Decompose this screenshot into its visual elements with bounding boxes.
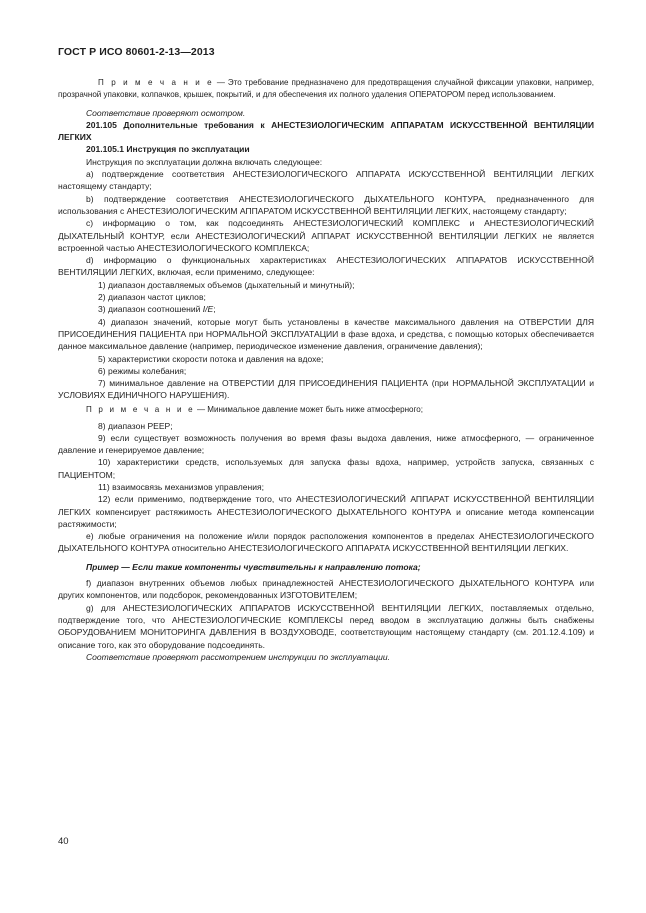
note-2 (58, 404, 594, 416)
list-item-g: g) для АНЕСТЕЗИОЛОГИЧЕСКИХ АППАРАТОВ ИСКУССТВЕННОЙ ВЕНТИЛЯЦИИ ЛЕГКИХ, поставляемых отдельно, подтверждение того, что АНЕСТЕЗИОЛОГИЧЕСКИЕ КОМПЛЕКСЫ перед вводом в эксплуатацию должны быть снабжены ОБОРУДОВАНИЕМ МОНИТОРИНГА ДАВЛЕНИЯ В ВОЗДУХОВОДЕ, соответствующим настоящему стандарту (см. 201.12.4.109) и описание того, как это оборудование подсоединять. (58, 602, 594, 650)
sub-item-7: 7) минимальное давление на ОТВЕРСТИИ ДЛЯ ПРИСОЕДИНЕНИЯ ПАЦИЕНТА (при НОРМАЛЬНОЙ ЭКСПЛУАТАЦИИ и УСЛОВИЯХ ЕДИНИЧНОГО НАРУШЕНИЯ). (58, 378, 594, 401)
sub-item-1: 1) диапазон доставляемых объемов (дыхательный и минутный); (98, 279, 355, 290)
section-heading-201-105: 201.105 Дополнительные требования к АНЕСТЕЗИОЛОГИЧЕСКИМ АППАРАТАМ ИСКУССТВЕННОЙ ВЕНТИЛЯЦИИ ЛЕГКИХ (58, 119, 594, 143)
sub-item-3 (58, 303, 594, 315)
sub-item-12: 12) если применимо, подтверждение того, что АНЕСТЕЗИОЛОГИЧЕСКИЙ АППАРАТ ИСКУССТВЕННОЙ ВЕНТИЛЯЦИИ ЛЕГКИХ компенсирует растяжимость АНЕСТЕЗИОЛОГИЧЕСКОГО ДЫХАТЕЛЬНОГО КОНТУРА и описание метода компенсации растяжимости; (58, 494, 594, 529)
sub-item-11: 11) взаимосвязь механизмов управления; (98, 482, 265, 492)
note-label: П р и м е ч а н и е (86, 404, 195, 414)
note-1 (58, 77, 594, 101)
list-item-b: b) подтверждение соответствия АНЕСТЕЗИОЛОГИЧЕСКОГО ДЫХАТЕЛЬНОГО КОНТУРА, предназначенного для использования с АНЕСТЕЗИОЛОГИЧЕСКИМ АППАРАТОМ ИСКУССТВЕННОЙ ВЕНТИЛЯЦИИ ЛЕГКИХ, настоящему стандарту; (58, 193, 594, 216)
sub-item-9: 9) если существует возможность получения во время фазы выдоха давления, ниже атмосферного, — ограниченное давление и генерируемое давление; (58, 432, 594, 456)
sub-item-3-text: 3) диапазон соотношений (98, 304, 201, 315)
note-label: П р и м е ч а н и е (98, 78, 214, 87)
example-note: Пример — Если такие компоненты чувствительны к направлению потока; (86, 561, 421, 572)
document-header: ГОСТ Р ИСО 80601-2-13—2013 (58, 46, 215, 58)
list-item-c: c) информацию о том, как подсоединять АНЕСТЕЗИОЛОГИЧЕСКИЙ КОМПЛЕКС и АНЕСТЕЗИОЛОГИЧЕСКИЙ ДЫХАТЕЛЬНЫЙ КОНТУР, если АНЕСТЕЗИОЛОГИЧЕСКИЙ АППАРАТ ИСКУССТВЕННОЙ ВЕНТИЛЯЦИИ ЛЕГКИХ не является встроенной частью АНЕСТЕЗИОЛОГИЧЕСКОГО КОМПЛЕКСА; (58, 218, 594, 253)
compliance-manual-review: Соответствие проверяют рассмотрением инструкции по эксплуатации. (86, 651, 390, 662)
sub-item-6: 6) режимы колебания; (98, 365, 187, 376)
list-item-f: f) диапазон внутренних объемов любых принадлежностей АНЕСТЕЗИОЛОГИЧЕСКОГО ДЫХАТЕЛЬНОГО КОНТУРА или других компонентов, или подсборок, рекомендованных ИЗГОТОВИТЕЛЕМ; (58, 578, 594, 601)
list-item-e: e) любые ограничения на положение и/или порядок расположения компонентов в пределах АНЕСТЕЗИОЛОГИЧЕСКОГО ДЫХАТЕЛЬНОГО КОНТУРА относительно АНЕСТЕЗИОЛОГИЧЕСКОГО АППАРАТА ИСКУССТВЕННОЙ ВЕНТИЛЯЦИИ ЛЕГКИХ. (58, 531, 594, 554)
section-heading-201-105-1: 201.105.1 Инструкция по эксплуатации (86, 144, 250, 155)
instructions-intro: Инструкция по эксплуатации должна включать следующее: (86, 156, 323, 167)
sub-item-3-end: ; (213, 304, 216, 315)
note-text: — Это требование предназначено для предотвращения случайной фиксации упаковки, например, прозрачной упаковки, колпачков, крышек, покрытий, и для обеспечения их полного удаления ОПЕРАТОРОМ перед использованием. (58, 78, 594, 99)
list-item-a: a) подтверждение соответствия АНЕСТЕЗИОЛОГИЧЕСКОГО АППАРАТА ИСКУССТВЕННОЙ ВЕНТИЛЯЦИИ ЛЕГКИХ настоящему стандарту; (58, 169, 594, 192)
sub-item-2: 2) диапазон частот циклов; (98, 292, 206, 303)
page-number: 40 (58, 836, 69, 847)
list-item-d: d) информацию о функциональных характеристиках АНЕСТЕЗИОЛОГИЧЕСКИХ АППАРАТОВ ИСКУССТВЕННОЙ ВЕНТИЛЯЦИИ ЛЕГКИХ, включая, если применимо, следующее: (58, 255, 594, 278)
sub-item-5: 5) характеристики скорости потока и давления на вдохе; (98, 353, 324, 364)
sub-item-8: 8) диапазон PEEP; (98, 420, 173, 431)
ratio-variable: I/E (202, 304, 214, 315)
compliance-inspection: Соответствие проверяют осмотром. (86, 107, 246, 118)
note-text: — Минимальное давление может быть ниже атмосферного; (194, 404, 423, 414)
sub-item-4: 4) диапазон значений, которые могут быть установлены в качестве максимального давления на ОТВЕРСТИИ ДЛЯ ПРИСОЕДИНЕНИЯ ПАЦИЕНТА при НОРМАЛЬНОЙ ЭКСПЛУАТАЦИИ в фазе вдоха, и средства, с помощью которых обеспечивается данное максимальное давление (например, периодическое изменение давления, ограничение давления); (58, 316, 594, 352)
sub-item-10: 10) характеристики средств, используемых для запуска фазы вдоха, например, устройств запуска, связанных с ПАЦИЕНТОМ; (58, 457, 594, 480)
